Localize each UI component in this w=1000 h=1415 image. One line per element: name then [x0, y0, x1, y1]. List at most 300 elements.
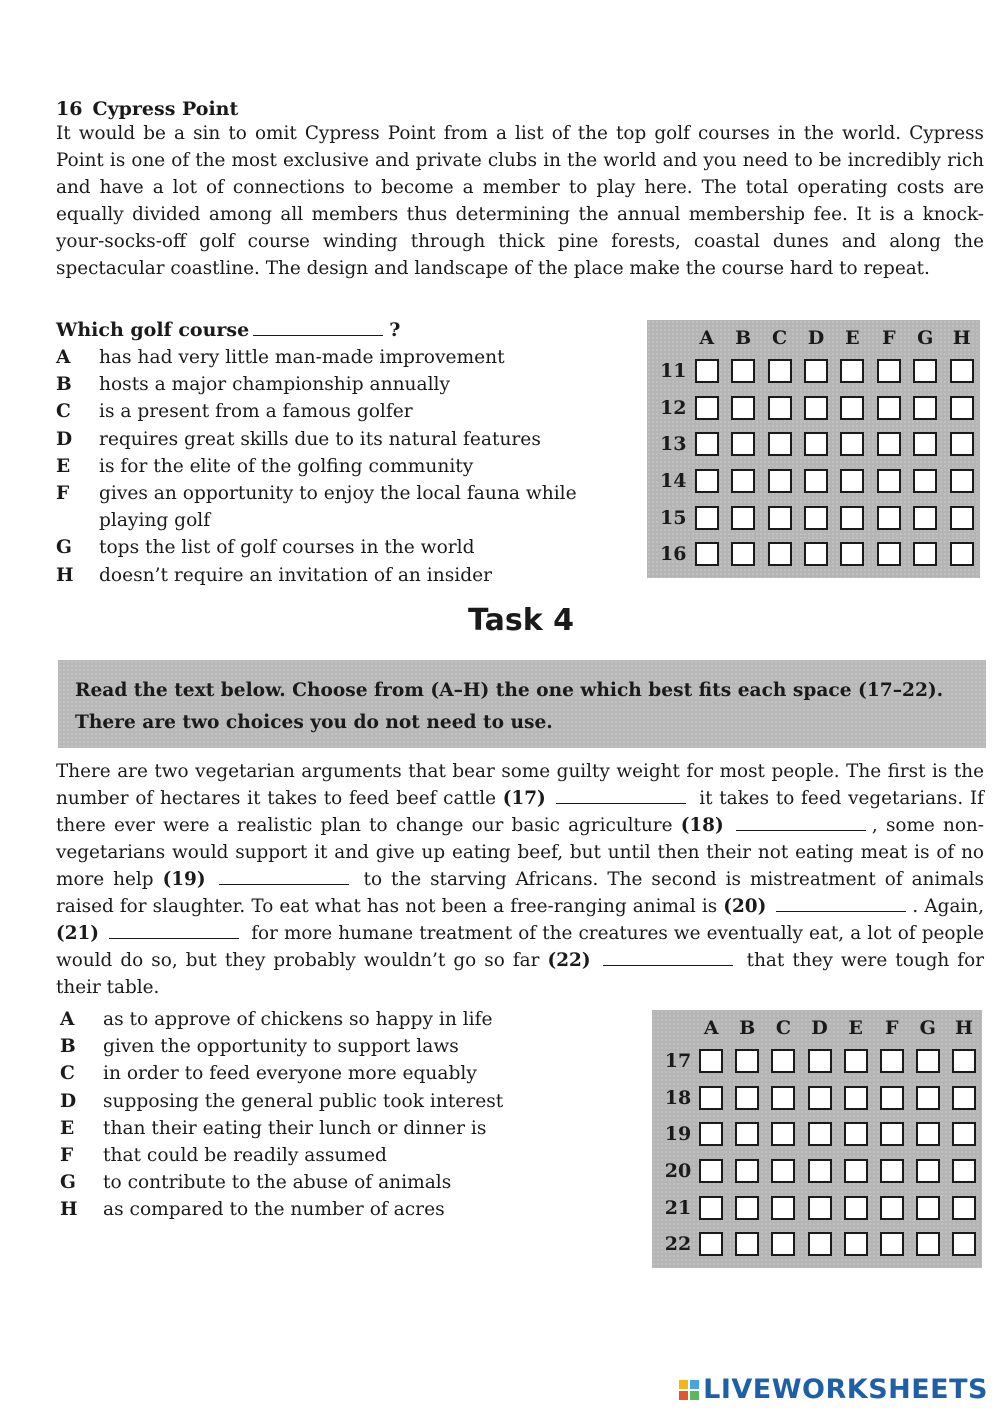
option-letter: E [56, 455, 71, 477]
answer-grid-11-16 [647, 320, 980, 578]
answer-checkbox[interactable] [768, 506, 792, 530]
grid-cell [761, 426, 797, 463]
answer-checkbox[interactable] [731, 506, 755, 530]
grid-cell [689, 426, 725, 463]
question-blank [253, 318, 383, 336]
grid-cell [834, 463, 870, 500]
task-4-text [56, 758, 984, 1001]
answer-checkbox[interactable] [844, 1159, 868, 1183]
grid-cell [693, 1153, 729, 1190]
answer-checkbox[interactable] [916, 1196, 940, 1220]
grid-cell [907, 426, 943, 463]
grid-cell [801, 1116, 837, 1153]
grid-cell [729, 1080, 765, 1117]
section-title: Cypress Point [92, 98, 239, 120]
gap-blank-19 [219, 867, 349, 885]
option-item [60, 1169, 620, 1196]
text-segment: to the starving Africans. The second is mistreatment of animals raised for slaughter. To eat what has not been a free-ranging animal is [56, 869, 984, 917]
answer-checkbox[interactable] [771, 1122, 795, 1146]
grid-cell [801, 1189, 837, 1226]
answer-checkbox[interactable] [768, 469, 792, 493]
gap-blank-21 [109, 921, 239, 939]
answer-checkbox[interactable] [844, 1049, 868, 1073]
answer-checkbox[interactable] [880, 1122, 904, 1146]
grid-cell [838, 1080, 874, 1117]
grid-cell [871, 426, 907, 463]
grid-cell [729, 1226, 765, 1263]
answer-checkbox[interactable] [840, 506, 864, 530]
answer-checkbox[interactable] [768, 396, 792, 420]
grid-cell [871, 499, 907, 536]
grid-cell [725, 499, 761, 536]
option-text: doesn’t require an invitation of an insider [99, 564, 492, 586]
grid-cell [693, 1116, 729, 1153]
answer-checkbox[interactable] [808, 1086, 832, 1110]
answer-checkbox[interactable] [877, 432, 901, 456]
grid-row [649, 353, 980, 390]
answer-checkbox[interactable] [768, 542, 792, 566]
answer-checkbox[interactable] [916, 1086, 940, 1110]
option-letter: C [60, 1063, 75, 1085]
answer-checkbox[interactable] [731, 542, 755, 566]
grid-cell [765, 1189, 801, 1226]
gap-label-22: (22) [547, 950, 591, 971]
gap-blank-20 [776, 894, 906, 912]
grid-row [654, 1189, 982, 1226]
option-letter: B [56, 374, 72, 396]
grid-cell [729, 1189, 765, 1226]
question-prefix: Which golf course [56, 319, 250, 341]
answer-checkbox[interactable] [771, 1232, 795, 1256]
grid-cell [943, 390, 980, 427]
answer-checkbox[interactable] [695, 359, 719, 383]
instruction-line-1: Read the text below. Choose from (A–H) the one which best fits each space (17–22). [75, 680, 944, 701]
grid-cell [907, 463, 943, 500]
grid-cell [838, 1153, 874, 1190]
answer-grid-17-22 [652, 1010, 982, 1268]
grid-cell [798, 353, 834, 390]
grid-cell [907, 499, 943, 536]
answer-checkbox[interactable] [695, 432, 719, 456]
option-text: hosts a major championship annually [99, 374, 451, 396]
gap-blank-17 [556, 786, 686, 804]
grid-cell [907, 390, 943, 427]
answer-checkbox[interactable] [840, 396, 864, 420]
grid-cell [693, 1080, 729, 1117]
option-item [56, 371, 616, 398]
grid-cell [943, 536, 980, 573]
grid-cell [725, 426, 761, 463]
answer-checkbox[interactable] [880, 1159, 904, 1183]
gap-blank-18 [736, 813, 866, 831]
answer-checkbox[interactable] [804, 506, 828, 530]
grid-cell [693, 1226, 729, 1263]
grid-cell [874, 1116, 910, 1153]
grid-column-header: A [699, 327, 715, 349]
option-text: as to approve of chickens so happy in life [103, 1009, 493, 1030]
answer-checkbox[interactable] [877, 469, 901, 493]
answer-checkbox[interactable] [950, 359, 974, 383]
grid-column-header: B [735, 327, 752, 349]
task-title: Task 4 [468, 603, 574, 638]
answer-checkbox[interactable] [844, 1196, 868, 1220]
grid-cell [729, 1043, 765, 1080]
grid-row-number: 18 [664, 1086, 692, 1109]
option-letter: H [56, 564, 74, 586]
answer-checkbox[interactable] [844, 1122, 868, 1146]
option-text: requires great skills due to its natural features [99, 428, 541, 450]
option-text: supposing the general public took interest [103, 1090, 504, 1112]
brand-name: LIVEWORKSHEETS [703, 1374, 988, 1405]
answer-checkbox[interactable] [916, 1159, 940, 1183]
answer-checkbox[interactable] [877, 359, 901, 383]
grid-cell [729, 1153, 765, 1190]
option-letter: B [60, 1036, 76, 1058]
answer-checkbox[interactable] [771, 1086, 795, 1110]
answer-checkbox[interactable] [950, 506, 974, 530]
section-16-heading [56, 98, 238, 120]
option-item [56, 426, 616, 453]
option-letter: A [60, 1009, 75, 1030]
grid-row [654, 1116, 982, 1153]
grid-column-header: E [848, 1017, 863, 1039]
answer-checkbox[interactable] [699, 1232, 723, 1256]
option-text: gives an opportunity to enjoy the local fauna while playing golf [99, 483, 577, 532]
answer-checkbox[interactable] [844, 1232, 868, 1256]
option-item [60, 1115, 620, 1142]
option-item [56, 344, 616, 371]
option-item [56, 562, 616, 589]
grid-column-header: F [882, 327, 896, 349]
grid-cell [729, 1116, 765, 1153]
answer-checkbox[interactable] [771, 1049, 795, 1073]
option-text: that could be readily assumed [103, 1145, 387, 1167]
answer-checkbox[interactable] [952, 1122, 976, 1146]
text-segment: . Again, [912, 896, 984, 917]
grid-cell [910, 1043, 946, 1080]
question-suffix: ? [389, 319, 401, 341]
grid-column-header: E [845, 327, 860, 349]
grid-row [649, 499, 980, 536]
answer-checkbox[interactable] [808, 1196, 832, 1220]
option-text: to contribute to the abuse of animals [103, 1172, 452, 1194]
grid-corner [649, 323, 689, 353]
answer-grid-table [649, 323, 980, 573]
answer-checkbox[interactable] [913, 432, 937, 456]
option-item [60, 1088, 620, 1115]
option-item [56, 453, 616, 480]
answer-checkbox[interactable] [731, 359, 755, 383]
grid-cell [910, 1226, 946, 1263]
grid-corner [654, 1013, 693, 1043]
instruction-text [75, 675, 970, 739]
grid-column-header: D [811, 1017, 828, 1039]
answer-checkbox[interactable] [699, 1086, 723, 1110]
instruction-box [58, 660, 986, 748]
answer-checkbox[interactable] [699, 1159, 723, 1183]
grid-cell [761, 390, 797, 427]
grid-row-number: 13 [660, 433, 687, 456]
answer-checkbox[interactable] [840, 469, 864, 493]
answer-grid-table [654, 1013, 982, 1263]
grid-column-header: H [952, 327, 971, 349]
grid-cell [761, 499, 797, 536]
grid-column-header: C [771, 327, 788, 349]
answer-checkbox[interactable] [808, 1159, 832, 1183]
option-text: than their eating their lunch or dinner is [103, 1117, 487, 1139]
answer-checkbox[interactable] [913, 506, 937, 530]
answer-checkbox[interactable] [808, 1232, 832, 1256]
grid-row [654, 1080, 982, 1117]
grid-cell [801, 1080, 837, 1117]
grid-cell [834, 426, 870, 463]
grid-row [654, 1226, 982, 1263]
option-item [60, 1196, 620, 1223]
option-text: in order to feed everyone more equably [103, 1063, 477, 1085]
answer-checkbox[interactable] [840, 432, 864, 456]
grid-cell [765, 1043, 801, 1080]
grid-cell [874, 1153, 910, 1190]
answer-checkbox[interactable] [950, 469, 974, 493]
answer-checkbox[interactable] [731, 432, 755, 456]
grid-row-number: 16 [660, 543, 687, 566]
grid-cell [910, 1189, 946, 1226]
answer-checkbox[interactable] [735, 1159, 759, 1183]
grid-cell [801, 1043, 837, 1080]
grid-cell [693, 1189, 729, 1226]
grid-cell [910, 1080, 946, 1117]
grid-header-row [654, 1013, 982, 1043]
answer-checkbox[interactable] [952, 1159, 976, 1183]
answer-checkbox[interactable] [880, 1232, 904, 1256]
answer-checkbox[interactable] [695, 469, 719, 493]
grid-cell [765, 1226, 801, 1263]
answer-checkbox[interactable] [916, 1122, 940, 1146]
text-segment: for more humane treatment of the creatures we eventually eat, a lot of people would do so, but they probably wouldn’t go so far [56, 923, 984, 971]
answer-checkbox[interactable] [950, 432, 974, 456]
grid-cell [725, 536, 761, 573]
grid-cell [798, 499, 834, 536]
grid-cell [765, 1116, 801, 1153]
answer-checkbox[interactable] [877, 506, 901, 530]
answer-checkbox[interactable] [840, 359, 864, 383]
answer-checkbox[interactable] [877, 396, 901, 420]
grid-cell [910, 1153, 946, 1190]
option-letter: G [56, 537, 72, 559]
answer-checkbox[interactable] [735, 1196, 759, 1220]
question-prompt [56, 318, 400, 341]
grid-cell [871, 390, 907, 427]
answer-checkbox[interactable] [877, 542, 901, 566]
grid-row [654, 1043, 982, 1080]
grid-column-header: C [775, 1017, 791, 1039]
answer-checkbox[interactable] [804, 469, 828, 493]
grid-cell [871, 353, 907, 390]
grid-cell [946, 1116, 982, 1153]
grid-cell [761, 353, 797, 390]
grid-cell [907, 353, 943, 390]
grid-row-number: 21 [664, 1196, 692, 1219]
grid-cell [874, 1080, 910, 1117]
grid-cell [946, 1080, 982, 1117]
option-letter: C [56, 401, 71, 423]
grid-cell [838, 1226, 874, 1263]
option-item [56, 480, 616, 534]
answer-checkbox[interactable] [699, 1122, 723, 1146]
answer-checkbox[interactable] [804, 359, 828, 383]
option-letter: A [56, 347, 71, 368]
option-text: given the opportunity to support laws [103, 1036, 459, 1058]
gap-blank-22 [603, 948, 733, 966]
grid-cell [874, 1043, 910, 1080]
grid-cell [689, 536, 725, 573]
answer-checkbox[interactable] [804, 542, 828, 566]
grid-cell [798, 463, 834, 500]
option-letter: H [60, 1199, 78, 1221]
grid-cell [801, 1226, 837, 1263]
grid-row-number: 11 [660, 360, 687, 383]
answer-checkbox[interactable] [735, 1232, 759, 1256]
grid-row [649, 536, 980, 573]
answer-checkbox[interactable] [844, 1086, 868, 1110]
answer-checkbox[interactable] [808, 1122, 832, 1146]
option-text: as compared to the number of acres [103, 1199, 445, 1221]
answer-checkbox[interactable] [880, 1049, 904, 1073]
grid-cell [689, 499, 725, 536]
grid-cell [761, 536, 797, 573]
grid-column-header: D [807, 327, 825, 349]
option-item [60, 1033, 620, 1060]
grid-column-header: G [917, 327, 934, 349]
option-item [60, 1060, 620, 1087]
answer-checkbox[interactable] [916, 1049, 940, 1073]
grid-cell [943, 463, 980, 500]
answer-checkbox[interactable] [880, 1196, 904, 1220]
grid-cell [907, 536, 943, 573]
answer-checkbox[interactable] [950, 542, 974, 566]
option-text: is a present from a famous golfer [99, 401, 413, 423]
options-list-task-4 [60, 1006, 620, 1224]
answer-checkbox[interactable] [771, 1196, 795, 1220]
answer-checkbox[interactable] [695, 506, 719, 530]
option-letter: F [56, 483, 70, 505]
grid-column-header: H [954, 1017, 973, 1039]
grid-cell [725, 353, 761, 390]
option-letter: G [60, 1172, 76, 1194]
grid-header-row [649, 323, 980, 353]
option-letter: D [56, 428, 73, 450]
answer-checkbox[interactable] [771, 1159, 795, 1183]
answer-checkbox[interactable] [950, 396, 974, 420]
answer-checkbox[interactable] [913, 469, 937, 493]
option-letter: E [60, 1117, 75, 1139]
grid-row-number: 19 [664, 1123, 692, 1146]
grid-cell [871, 463, 907, 500]
answer-checkbox[interactable] [699, 1196, 723, 1220]
grid-cell [943, 353, 980, 390]
text-segment: , some non-vegetarians would support it and give up eating beef, but until then their not eating meat is of no more help [56, 815, 984, 890]
answer-checkbox[interactable] [913, 359, 937, 383]
grid-cell [946, 1153, 982, 1190]
answer-checkbox[interactable] [952, 1196, 976, 1220]
answer-checkbox[interactable] [952, 1232, 976, 1256]
answer-checkbox[interactable] [768, 432, 792, 456]
answer-checkbox[interactable] [699, 1049, 723, 1073]
grid-row-number: 14 [660, 470, 687, 493]
answer-checkbox[interactable] [804, 432, 828, 456]
grid-row-number: 17 [664, 1050, 692, 1073]
answer-checkbox[interactable] [808, 1049, 832, 1073]
grid-cell [946, 1226, 982, 1263]
grid-cell [765, 1080, 801, 1117]
answer-checkbox[interactable] [768, 359, 792, 383]
grid-cell [834, 390, 870, 427]
grid-cell [943, 499, 980, 536]
grid-cell [725, 390, 761, 427]
grid-cell [689, 353, 725, 390]
grid-cell [910, 1116, 946, 1153]
grid-row-number: 22 [664, 1233, 692, 1256]
answer-checkbox[interactable] [916, 1232, 940, 1256]
section-16-paragraph: It would be a sin to omit Cypress Point from a list of the top golf courses in the world. Cypress Point is one of the most exclusive and private clubs in the world and you need to be incredibly rich and have a lot of connections to become a member to play here. The total operating costs are equally divided among all members thus determining the annual membership fee. It is a knock-your-socks-off golf course winding through thick pine forests, coastal dunes and along the spectacular coastline. The design and landscape of the place make the course hard to repeat. [56, 123, 984, 279]
answer-checkbox[interactable] [880, 1086, 904, 1110]
instruction-line-2: There are two choices you do not need to use. [75, 712, 553, 733]
option-item [56, 534, 616, 561]
answer-checkbox[interactable] [804, 396, 828, 420]
liveworksheets-logo[interactable] [679, 1374, 988, 1405]
answer-checkbox[interactable] [913, 396, 937, 420]
answer-checkbox[interactable] [695, 396, 719, 420]
option-text: tops the list of golf courses in the world [99, 537, 475, 559]
grid-cell [838, 1116, 874, 1153]
grid-cell [798, 536, 834, 573]
grid-cell [725, 463, 761, 500]
grid-cell [871, 536, 907, 573]
answer-checkbox[interactable] [735, 1049, 759, 1073]
grid-row [654, 1153, 982, 1190]
answer-checkbox[interactable] [913, 542, 937, 566]
option-item [56, 398, 616, 425]
answer-checkbox[interactable] [840, 542, 864, 566]
answer-checkbox[interactable] [952, 1086, 976, 1110]
option-item [60, 1006, 620, 1033]
text-segment: it takes to feed vegetarians. If there ever were a realistic plan to change our basic agriculture [56, 788, 984, 836]
answer-checkbox[interactable] [731, 469, 755, 493]
answer-checkbox[interactable] [695, 542, 719, 566]
grid-cell [798, 390, 834, 427]
grid-column-header: F [884, 1017, 899, 1039]
grid-cell [689, 390, 725, 427]
answer-checkbox[interactable] [735, 1122, 759, 1146]
grid-column-header: G [919, 1017, 936, 1039]
grid-row-number: 12 [660, 396, 687, 419]
grid-cell [874, 1189, 910, 1226]
section-number: 16 [56, 98, 83, 120]
gap-label-20: (20) [723, 896, 767, 917]
grid-column-header: A [703, 1017, 719, 1039]
grid-cell [874, 1226, 910, 1263]
answer-checkbox[interactable] [952, 1049, 976, 1073]
option-letter: F [60, 1145, 74, 1167]
text-segment: that they were tough for their table. [56, 950, 984, 998]
grid-cell [689, 463, 725, 500]
answer-checkbox[interactable] [735, 1086, 759, 1110]
option-text: is for the elite of the golfing community [99, 455, 474, 477]
grid-column-header: B [739, 1017, 756, 1039]
option-letter: D [60, 1090, 77, 1112]
answer-checkbox[interactable] [731, 396, 755, 420]
grid-row-number: 15 [660, 506, 687, 529]
